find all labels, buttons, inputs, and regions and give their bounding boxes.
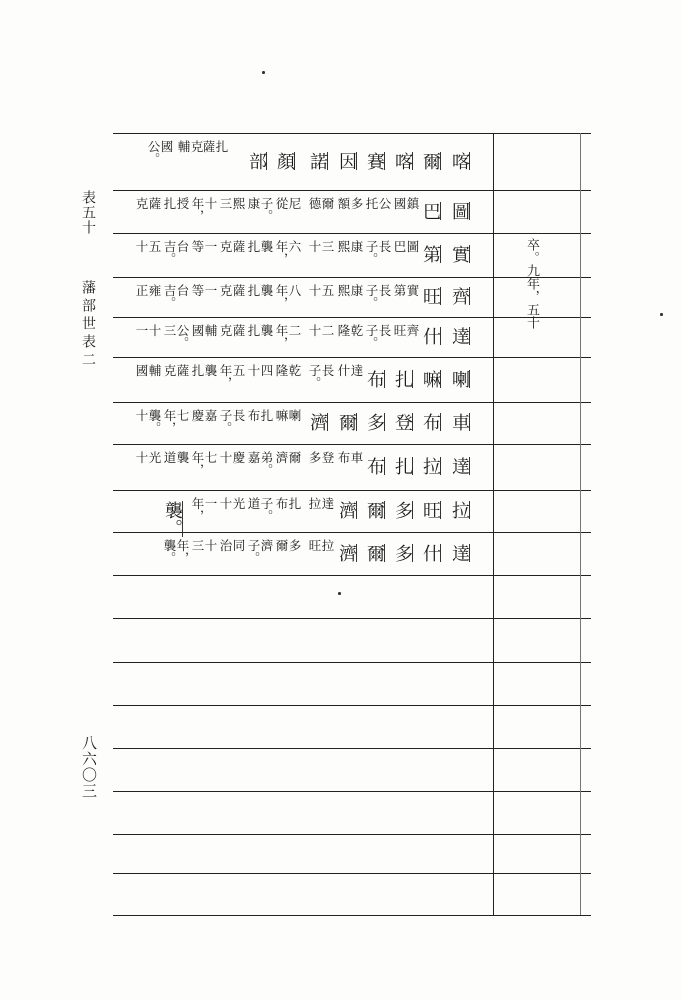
table-cell: 襲。 — [162, 501, 183, 537]
row-rule — [113, 444, 591, 445]
table-cell: 長 子。 — [364, 240, 392, 265]
table-cell: 襲 道 — [162, 451, 190, 464]
table-cell: 圖 — [449, 201, 470, 220]
table-edge — [580, 133, 581, 915]
table-cell: 五 十 — [134, 240, 162, 253]
table-cell: 多 爾 — [274, 539, 302, 552]
row-rule — [113, 791, 591, 792]
row-rule — [113, 873, 591, 874]
table-cell: 扎 — [392, 369, 413, 388]
table-cell: 輔 國 — [134, 364, 162, 377]
table-cell: 二 十 — [307, 324, 335, 337]
row-rule — [113, 618, 591, 619]
table-cell: 多 — [392, 501, 413, 519]
table-cell: 賽 — [364, 151, 385, 170]
table-cell: 乾 隆 — [274, 364, 302, 377]
table-cell: 公。 三 — [162, 324, 190, 349]
table-cell: 什 — [420, 327, 441, 345]
table-cell: 襲。 十 — [134, 409, 162, 434]
table-cell: 長 子。 — [218, 409, 246, 434]
table-cell: 齊 旺 — [392, 324, 420, 337]
table-cell: 登 多 — [307, 451, 335, 464]
table-cell: 八 年， — [274, 284, 302, 309]
row-rule — [113, 402, 591, 403]
table-cell: 台 吉。 — [162, 240, 190, 265]
table-cell: 爾 — [364, 543, 385, 562]
table-cell: 多 額 — [336, 197, 364, 210]
scan-speck — [660, 313, 663, 316]
table-cell: 十 三 — [190, 539, 218, 552]
table-cell: 爾 — [364, 501, 385, 519]
row-rule — [113, 532, 591, 533]
table-cell: 因 — [336, 151, 357, 170]
table-cell: 子。 道 — [246, 497, 274, 522]
table-cell: 熙 三 — [218, 197, 246, 210]
table-cell: 達 — [449, 543, 470, 562]
table-cell: 嘉 慶 — [190, 409, 218, 422]
row-rule — [113, 705, 591, 706]
table-cell: 達 — [449, 457, 470, 475]
table-cell: 襲 扎 — [246, 240, 274, 253]
table-cell: 光 十 — [134, 451, 162, 464]
table-cell: 輔 國 — [190, 324, 218, 337]
table-cell: 車 — [449, 413, 470, 431]
table-cell: 爾 濟 — [274, 451, 302, 464]
table-cell: 襲 扎 — [190, 364, 218, 377]
table-cell: 實 第 — [392, 284, 420, 297]
table-cell: 喇 — [449, 369, 470, 388]
side-title: 表五十 — [80, 190, 96, 235]
table-cell: 三 十 — [307, 240, 335, 253]
row-rule — [113, 834, 591, 835]
table-cell: 濟 — [336, 543, 357, 562]
table-cell: 登 — [392, 413, 413, 431]
table-cell: 薩 克 — [162, 364, 190, 377]
table-cell: 部 — [246, 151, 267, 170]
row-rule — [113, 490, 591, 491]
table-cell: 七 年， — [190, 451, 218, 476]
table-cell: 喀 — [392, 151, 413, 170]
table-cell: 濟 — [307, 413, 328, 431]
table-cell: 爾 — [336, 413, 357, 431]
table-cell: 七 年， — [162, 409, 190, 434]
table-cell: 雍 正 — [134, 284, 162, 297]
table-cell: 襲 扎 — [246, 284, 274, 297]
table-cell: 達 拉 — [307, 497, 335, 510]
table-cell: 二 年， — [274, 324, 302, 349]
table-cell: 爾 — [420, 151, 441, 170]
section-title: 藩部世表二 — [80, 280, 96, 370]
table-cell: 布 — [420, 413, 441, 431]
table-cell: 第 — [420, 245, 441, 263]
table-cell: 年， 襲。 — [162, 539, 190, 564]
row-rule — [113, 915, 591, 916]
table-cell: 尼 從 — [274, 197, 302, 210]
table-cell: 國 公。 — [146, 140, 174, 165]
table-cell: 爾 德 — [307, 197, 335, 210]
table-cell: 子。 康 — [246, 197, 274, 222]
row-rule — [113, 662, 591, 663]
table-cell: 布 — [364, 369, 385, 388]
table-cell: 十 一 — [134, 324, 162, 337]
table-cell: 薩 克 — [218, 240, 246, 253]
table-cell: 公 托 — [364, 197, 392, 210]
scan-speck — [262, 71, 265, 74]
row-rule — [113, 575, 591, 576]
table-cell: 長 子。 — [307, 364, 335, 389]
table-cell: 授 扎 — [162, 197, 190, 210]
table-divider — [493, 133, 494, 915]
table-cell: 達 — [449, 327, 470, 345]
table-cell: 多 — [392, 543, 413, 562]
table-cell: 實 — [449, 245, 470, 263]
table-cell: 五 十 — [307, 284, 335, 297]
table-cell: 顏 — [274, 151, 295, 170]
table-cell: 一 等 — [190, 284, 218, 297]
table-cell: 扎 布 — [246, 409, 274, 422]
table-cell: 慶 十 — [218, 451, 246, 464]
row-rule — [113, 357, 591, 358]
table-cell: 車 布 — [336, 451, 364, 464]
table-cell: 克 輔 — [176, 140, 204, 153]
table-cell: 康 熙 — [336, 240, 364, 253]
table-cell: 六 年， — [274, 240, 302, 265]
table-cell: 扎 薩 — [201, 140, 229, 153]
table-cell: 扎 布 — [274, 497, 302, 510]
table-cell: 長 子。 — [364, 324, 392, 349]
table-cell: 齊 — [449, 287, 470, 305]
table-cell: 康 熙 — [336, 284, 364, 297]
table-cell: 薩 克 — [218, 324, 246, 337]
table-cell: 濟 — [336, 501, 357, 519]
table-cell: 巴 — [420, 201, 441, 220]
row-rule — [113, 133, 591, 134]
table-cell: 台 吉。 — [162, 284, 190, 309]
table-cell: 乾 隆 — [336, 324, 364, 337]
page-number: 八六〇三 — [80, 735, 98, 799]
table-cell: 四 十 — [246, 364, 274, 377]
table-cell: 拉 旺 — [307, 539, 335, 552]
table-cell: 鎮 國 — [392, 197, 420, 210]
table-cell: 濟 子。 — [246, 539, 274, 564]
row-rule — [113, 317, 591, 318]
right-panel-note: 卒。九年，五十 — [524, 238, 539, 329]
table-cell: 扎 — [392, 457, 413, 475]
table-cell: 旺 — [420, 287, 441, 305]
row-rule — [113, 190, 591, 191]
table-cell: 什 — [420, 543, 441, 562]
row-rule — [113, 233, 591, 234]
table-cell: 同 治 — [218, 539, 246, 552]
table-cell: 圖 巴 — [392, 240, 420, 253]
table-cell: 襲 扎 — [246, 324, 274, 337]
table-cell: 布 — [364, 457, 385, 475]
table-cell: 薩 克 — [218, 284, 246, 297]
table-cell: 一 年， — [190, 497, 218, 522]
table-cell: 旺 — [420, 501, 441, 519]
table-cell: 拉 — [449, 501, 470, 519]
row-rule — [113, 748, 591, 749]
table-cell: 五 年， — [218, 364, 246, 389]
table-cell: 諾 — [307, 151, 328, 170]
scan-speck — [338, 592, 341, 595]
row-rule — [113, 277, 591, 278]
table-cell: 嘛 — [420, 369, 441, 388]
table-cell: 弟。 嘉 — [246, 451, 274, 476]
table-cell: 光 十 — [218, 497, 246, 510]
table-cell: 拉 — [420, 457, 441, 475]
table-cell: 長 子。 — [364, 284, 392, 309]
table-cell: 喇 嘛 — [274, 409, 302, 422]
table-cell: 薩 克 — [134, 197, 162, 210]
table-cell: 十 年， — [190, 197, 218, 222]
table-cell: 一 等 — [190, 240, 218, 253]
table-cell: 達 什 — [336, 364, 364, 377]
table-cell: 喀 — [449, 151, 470, 170]
table-cell: 多 — [364, 413, 385, 431]
